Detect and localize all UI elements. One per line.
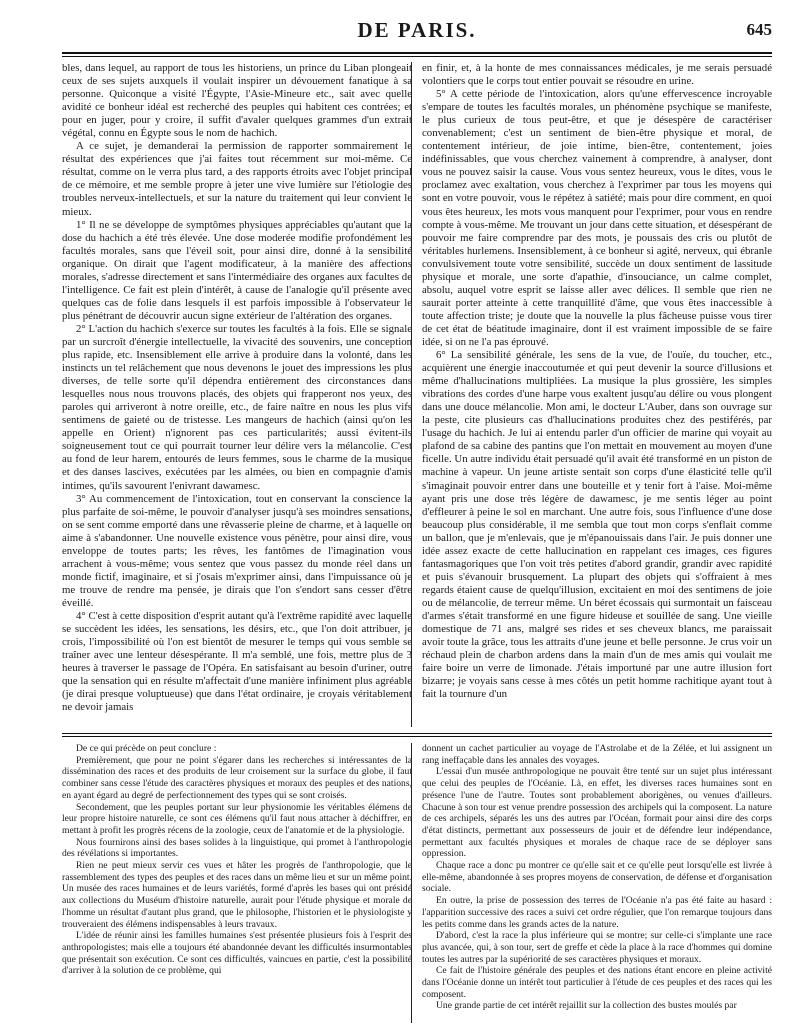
section-separator — [62, 733, 772, 737]
page-header — [62, 10, 772, 50]
top-right-paragraph: en finir, et, à la honte de mes connaissances médicales, je me serais persuadé volontiers que le corps tout entier pouvait se résoudre en urine. — [422, 62, 772, 88]
bottom-left-paragraph: Nous fournirons ainsi des bases solides à la linguistique, qui promet à l'anthropologie des révélations si importantes. — [62, 836, 412, 860]
top-article — [62, 62, 772, 727]
bottom-left-paragraph: Secondement, que les peuples portant sur leur physionomie les véritables élémens de leur propre histoire naturelle, ce sont ces élémens qu'il faut nous attacher à déchiffrer, en mettant à profit les progrès récens de la zoologie, ceux de l'anatomie et de la physiologie. — [62, 801, 412, 836]
bottom-right-paragraph: Une grande partie de cet intérêt rejaillit sur la collection des bustes moulés par — [436, 1000, 737, 1012]
top-left-paragraph: bles, dans lequel, au rapport de tous les historiens, un prince du Liban plongeait ceux de ses sujets auxquels il voulait inspirer un dévouement fanatique à sa personne. Quiconque a visité l'Égypte, l'Asie-Mineure etc., sait avec quelle avidité ce bonheur idéal est recherché des peuples qui habitent ces contrées; et pour en juger, pour y croire, il suffit d'avaler quelques grammes d'un extrait végétal, connu en Égypte sous le nom de hachich. — [62, 62, 412, 140]
top-right-column — [422, 62, 772, 727]
bottom-right-paragraph: Ce fait de l'histoire générale des peuples et des nations étant encore en pleine activité dans l'Océanie donne un intérêt tout particulier à l'étude de ces peuples et des races qui les composent. — [422, 965, 772, 1000]
top-left-paragraph: 3° Au commencement de l'intoxication, tout en conservant la conscience la plus parfaite de soi-même, le pouvoir d'analyser jusqu'à ses moindres sensations, on se sent comme emporté dans une rêvasserie pleine de charme, et à laquelle on aime à s'abandonner. Une nouvelle existence vous pénètre, pour ainsi dire, vous enveloppe de toutes parts; les rêves, les fantômes de l'imagination vous arrachent à vous-même; vous sentez que vous passez du monde réel dans un monde fictif, imaginaire, et si j'osais m'exprimer ainsi, dans l'impuissance où je me trouve de rendre ma pensée, je dirais que l'on s'endort sans cesser d'être éveillé. — [62, 492, 412, 609]
bottom-left-paragraph: L'idée de réunir ainsi les familles humaines s'est présentée plusieurs fois à l'esprit des anthropologistes; mais elle a toujours été abandonnée devant les difficultés insurmontables que présentait son exécution. Ce sont ces difficultés, vaincues en partie, c'est la possibilité d'arriver à la solution de ce problème, qui — [62, 930, 412, 977]
top-left-column — [62, 62, 412, 727]
bottom-right-paragraph: donnent un cachet particulier au voyage de l'Astrolabe et de la Zélée, et lui assignent un rang ineffaçable dans les annales des voyages. — [422, 743, 772, 766]
bottom-right-paragraph: L'essai d'un musée anthropologique ne pouvait être tenté sur un sujet plus intéressant que celui des peuples de l'Océanie. Là, en effet, les diverses races humaines sont en présence l'une de l'autre. Toutes sont probablement aborigènes, ou venues d'ailleurs. Chacune à son tour est venue prendre possession des archipels qui la composent. La nature de ces archipels, séparés les uns des autres par l'Océan, formait pour ainsi dire des corps d'état distincts, permettant aux possesseurs de jouir et de défendre leur indépendance, permettant aux facultés physiques et morales de chaque race de se déployer sans oppression. — [422, 766, 772, 860]
bottom-right-paragraph: D'abord, c'est la race la plus inférieure qui se montre; sur celle-ci s'implante une race plus avancée, qui, à son tour, sert de greffe et cède la place à la race d'hommes qui domine toutes les autres par la supériorité de ses caractères physiques et moraux. — [422, 930, 772, 965]
bottom-right-column — [422, 743, 772, 1023]
top-column-divider — [411, 62, 412, 727]
top-left-paragraph: 4° C'est à cette disposition d'esprit autant qu'à l'extrême rapidité avec laquelle se succèdent les idées, les sensations, les désirs, etc., que l'on doit attribuer, je crois, l'impossibilité où l'on est bientôt de mesurer le temps qui vous semble se traîner avec une lenteur désespérante. Il m'a semblé, une fois, mettre plus de 3 heures à traverser le passage de l'Opéra. En satisfaisant au besoin d'uriner, outre que la sensation qui en résulte m'affectait d'une manière infiniment plus agréable (je dirai presque voluptueuse) que dans l'état ordinaire, je croyais véritablement ne devoir jamais — [62, 609, 412, 714]
bottom-article — [62, 743, 772, 1023]
top-left-paragraph: 1° Il ne se développe de symptômes physiques appréciables qu'autant que la dose du hachich a été très élevée. Une dose moderée modifie profondément les facultés morales, sans que l'éveil soit, pour ainsi dire, donné à la sensibilité organique. On dirait que l'agent modificateur, à la manière des affections morales, s'adresse directement et sans l'intermédiaire des organes aux facultes de l'intelligence. Ce fait est plein d'intérêt, à cause de l'analogie qu'il présente avec quelques cas de folie dans lesquels il est parfois impossible à l'observateur le plus pénétrant de découvrir aucun signe extérieur de l'altération des organes. — [62, 218, 412, 322]
top-right-paragraph: 5° A cette période de l'intoxication, alors qu'une effervescence incroyable s'empare de toutes les facultés morales, un phénomène psychique se manifeste, le plus curieux de tous peut-être, et que je désespère de caractériser convenablement; c'est un sentiment de bien-être physique et moral, de contentement intérieur, de joie intime, bien-être, contentement, joies indéfinissables, que vous cherchez vainement à comprendre, à analyser, dont vous ne pouvez saisir la cause. Vous vous sentez heureux, vous le dites, vous le proclamez avec exaltation, vous cherchez à l'exprimer par tous les moyens qui sont en votre pouvoir, vous le répétez à satiété; mais pour dire comment, en quoi vous êtes heureux, les mots vous manquent pour l'exprimer, pour vous en rendre compte à vous-même. Me trouvant un jour dans cette situation, et désespérant de pouvoir me faire comprendre par des mots, je poussais des cris ou plutôt de véritables hurlemens. Insensiblement, à ce bonheur si agité, nerveux, qui ébranle convulsivement toute votre sensibilité, succède un doux sentiment de lassitude physique et morale, une sorte d'apathie, d'insouciance, un calme complet, absolu, auquel votre esprit se laisse aller avec délices. Il semble que rien ne saurait porter atteinte à cette tranquillité d'âme, que vous êtes inaccessible à toute affection triste; je doute que la nouvelle la plus fâcheuse puisse vous tirer de cet état de béatitude imaginaire, dont il est vraiment impossible de se faire idée, si on ne l'a pas éprouvé. — [422, 88, 772, 348]
running-title: DE PARIS. — [357, 18, 477, 42]
bottom-right-paragraph: Chaque race a donc pu montrer ce qu'elle sait et ce qu'elle peut lorsqu'elle est livrée à elle-même, abandonnée à ses propres moyens de conservation, de défense et d'organisation sociale. — [422, 860, 772, 895]
header-rule-thin — [62, 56, 772, 57]
bottom-left-paragraph: Premièrement, que pour ne point s'égarer dans les recherches si intéressantes de la dissémination des races et des produits de leur croisement sur la surface du globe, il faut combiner sans cesse l'étude des caractères physiques et moraux des peuples et des nations, en ayant égard au degré de perfectionnement des types qui se sont croisés. — [62, 754, 412, 801]
bottom-right-paragraph: En outre, la prise de possession des terres de l'Océanie n'a pas été faite au hasard : l'apparition successive des races a suivi cet ordre régulier, que l'on remarque toujours dans les petits comme dans les grands actes de la nature. — [422, 895, 772, 930]
top-right-paragraph: 6° La sensibilité générale, les sens de la vue, de l'ouïe, du toucher, etc., acquièrent une énergie inaccoutumée et qui peut devenir la source d'illusions et même d'hallucinations multipliées. La musique la plus grossière, les simples vibrations des cordes d'une harpe vous exaltent jusqu'au délire ou vous plongent dans une douce mélancolie. Mon ami, le docteur L'Auber, dans son ouvrage sur la peste, cite plusieurs cas d'hallucinations produites chez des pestiférés, par l'usage du hachich. Je lui ai entendu parler d'un officier de marine qui voyait au plafond de sa cabine des pantins que l'on mettait en mouvement au moyen d'une ficelle. Un autre individu était persuadé qu'il avait été transformé en un piston de machine à vapeur. Un jeune artiste sentait son corps d'une élasticité telle qu'il s'imaginait pouvoir entrer dans une bouteille et y tenir fort à l'aise. Moi-même ayant pris une dose très légère de dawamesc, je me sentis léger au point d'effleurer à peine le sol en marchant. Une autre fois, sous l'influence d'une dose beaucoup plus considérable, il me sembla que tout mon corps s'enflait comme un ballon, que je m'enlevais, que je m'épanouissais dans l'air. Je puis donner une idée assez exacte de cette hallucination en rappelant ces images, ces figures fantasmagoriques que l'on voit très petites d'abord grandir, grandir avec rapidité et puis s'évanouir brusquement. La plupart des objets qui s'offraient à mes regards étaient cause de quelqu'illusion, excitaient en moi des sentimens de joie ou de mélancolie, de terreur même. Un béret écossais qui surmontait un faisceau d'armes s'était transformé en une figure hideuse et souillée de sang. Une vieille domestique de 71 ans, malgré ses rides et ses cheveux blancs, me paraissait avoir toute la grâce, tous les attraits d'une jeune et belle personne. Je crus voir un réchaud plein de charbon ardens dans la main d'un de mes amis qui voulait me faire boire un verre de limonade. J'étais importuné par une autre illusion fort bizarre; je voyais sans cesse à mes côtés un petit homme rachitique ayant tout à fait la tournure d'un — [422, 349, 772, 701]
bottom-left-column — [62, 743, 412, 1023]
top-left-paragraph: 2° L'action du hachich s'exerce sur toutes les facultés à la fois. Elle se signale par un surcroît d'énergie intellectuelle, la vivacité des souvenirs, une conception plus rapide, etc. Insensiblement elle arrive à produire dans la volonté, dans les instincts un tel relâchement que nous devenons le jouet des impressions les plus diverses, de telle sorte qu'il dépendra entièrement des circonstances dans lesquelles nous nous trouvons placés, des objets qui frapperont nos yeux, des paroles qui arriveront à notre oreille, etc., de faire naître en nous les plus vifs sentimens de gaieté ou de tristesse. Les mangeurs de hachich (ainsi qu'on les appelle en Orient) n'ignorent pas ces particularités; aussi évitent-ils soigneusement tout ce qui pourrait tourner leur délire vers la mélancolie. C'est au fond de leur harem, entourés de leurs femmes, sous le charme de la musique et des danses lascives, exécutées par les almées, ou bien en compagnie d'amis intimes, qu'ils savourent l'enivrant dawamesc. — [62, 322, 412, 492]
bottom-column-divider — [411, 743, 412, 1023]
page-number: 645 — [746, 20, 772, 39]
header-rule — [62, 52, 772, 54]
bottom-left-paragraph: De ce qui précède on peut conclure : — [76, 743, 217, 754]
top-left-paragraph: A ce sujet, je demanderai la permission de rapporter sommairement le résultat des expériences que j'ai faites tout récemment sur moi-même. Ce résultat, comme on le verra plus tard, a des rapports étroits avec l'objet principal de ce mémoire, et me semble propre à jeter une vive lumière sur l'étiologie des troubles nerveux-intellectuels, et sur la nature du traitement qui leur convient le mieux. — [62, 140, 412, 218]
bottom-left-paragraph: Rien ne peut mieux servir ces vues et hâter les progrès de l'anthropologie, que le rassemblement des types des peuples et des races dans un même lieu et sur un même point. Un musée des races humaines et de leurs variétés, formé d'après les bases qui ont présidé aux collections du Muséum d'histoire naturelle, aurait pour l'étude physique et morale de l'homme un résultat d'autant plus grand, que le philosophe, l'historien et le physiologiste y trouveraient des élémens indispensables à leurs travaux. — [62, 860, 412, 930]
